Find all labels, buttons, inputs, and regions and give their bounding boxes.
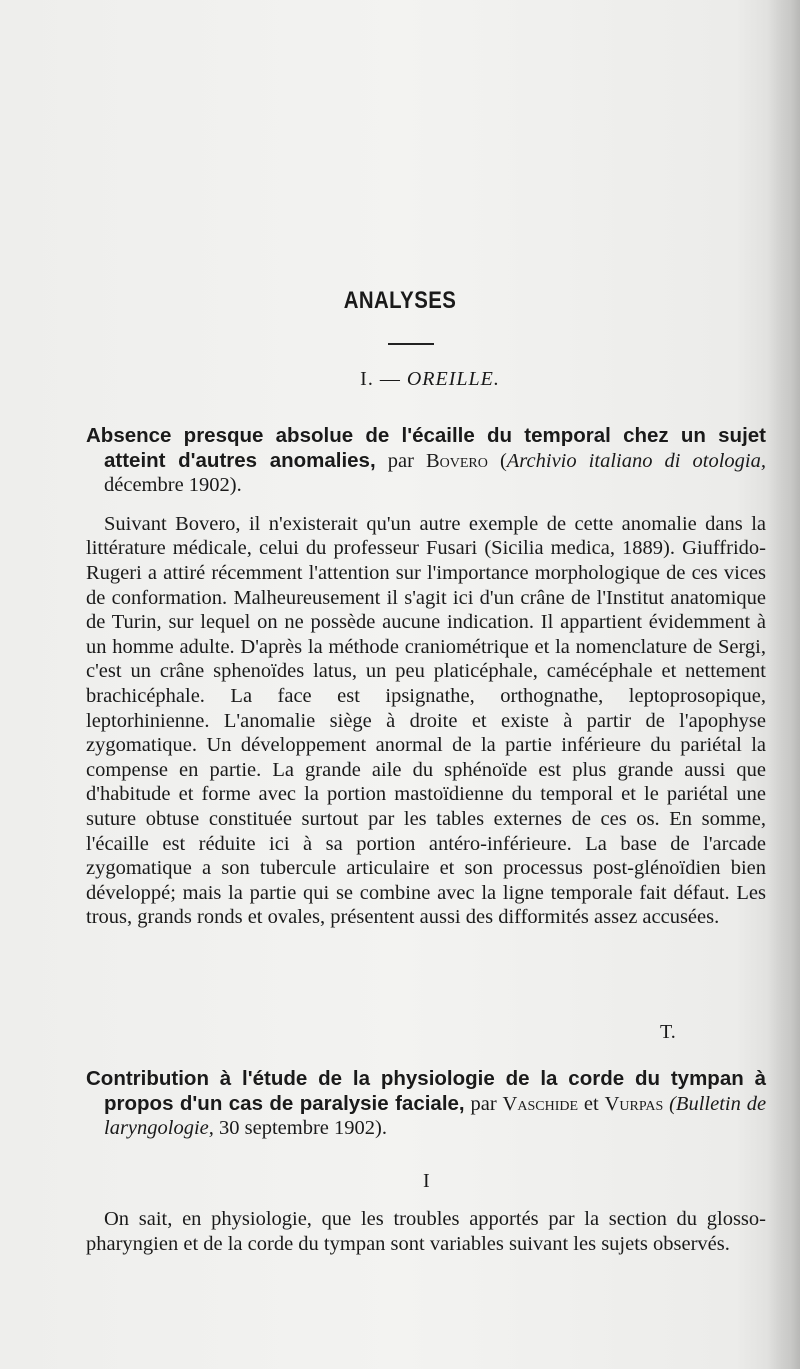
article-2-par: par [470,1092,497,1115]
article-2-author-2: Vurpas [604,1092,664,1115]
article-1-signature: T. [660,1021,676,1043]
section-number: I. — [360,368,401,390]
page-edge-shadow [768,0,800,1369]
article-2-author-1: Vaschide [502,1092,579,1115]
article-1-par: par [387,449,414,472]
section-name: OREILLE. [406,368,500,390]
article-2-source: (Bulletin de laryngologie, [104,1092,767,1140]
article-2-part-number: I [423,1170,430,1192]
article-2-et: et [583,1092,599,1115]
article-2 [86,1067,766,1141]
article-1-title: Absence presque absolue de l'écaille du temporal chez un sujet atteint d'autres anomalies, [86,424,766,472]
article-2-reference [86,1067,766,1141]
article-1-body: Suivant Bovero, il n'existerait qu'un autre exemple de cette anomalie dans la littérature médicale, celui du professeur Fusari (Sicilia medica, 1889). Giuffrido-Rugeri a attiré récemment l'attention sur l'importance morphologique de ces vices de conformation. Malheureusement il s'agit ici d'un crâne de l'Institut anatomique de Turin, sur lequel on ne possède aucune indication. Il appartient évidemment à un homme adulte. D'après la méthode craniométrique et la nomenclature de Sergi, c'est un crâne sphenoïdes latus, un peu platicéphale, camécéphale et nettement brachicéphale. La face est ipsignathe, orthognathe, leptoprosopique, leptorhinienne. L'anomalie siège à droite et existe à partir de l'apophyse zygomatique. Un développement anormal de la partie inférieure du pariétal la compense en partie. La grande aile du sphénoïde est plus grande aussi que d'habitude et forme avec la portion mastoïdienne du temporal et le pariétal une suture obtuse constituée surtout par les tables externes de ces os. En somme, l'écaille est réduite ici à sa portion antéro-inférieure. La base de l'arcade zygomatique a son tubercule articulaire et son processus post-glénoïdien bien développé; mais la partie qui se combine avec la ligne temporale fait défaut. Les trous, grands ronds et ovales, présentent aussi des difformités assez accusées. [86,512,766,929]
article-2-title: Contribution à l'étude de la physiologie de la corde du tympan à propos d'un cas de paralysie faciale, [86,1067,766,1115]
article-1-source: Archivio italiano di otologia, [506,449,766,472]
article-1-source-open: ( [499,449,507,472]
section-title [0,368,800,391]
article-1-reference [86,424,766,498]
heading-rule [388,343,434,345]
article-2-source-date: 30 septembre 1902). [219,1117,387,1140]
article-2-body: On sait, en physiologie, que les troubles apportés par la section du glosso-pharyngien et de la corde du tympan sont variables suivant les sujets observés. [86,1208,766,1255]
article-1 [86,424,766,930]
article-1-source-date: décembre 1902). [104,474,242,497]
page-heading: ANALYSES [343,287,457,314]
article-2-body-block [86,1207,766,1256]
article-1-author: Bovero [425,449,488,472]
